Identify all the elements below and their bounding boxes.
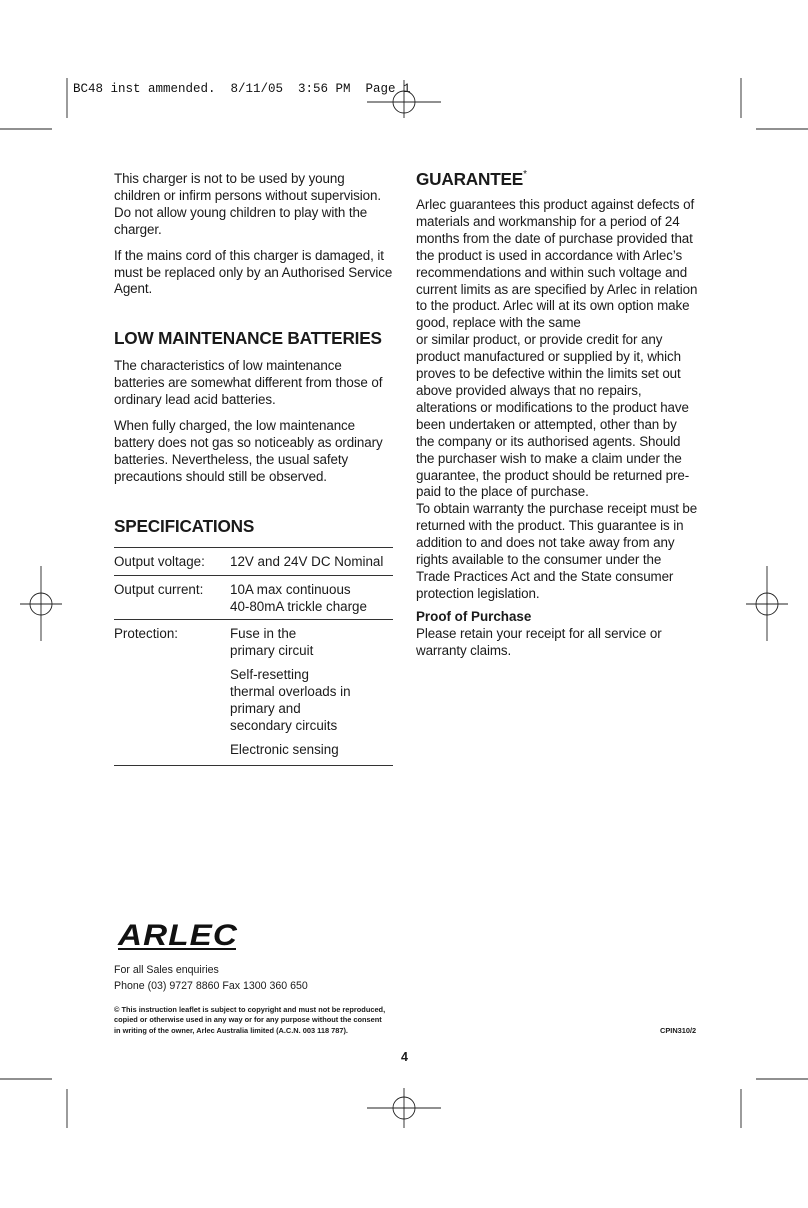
arlec-logo: [116, 918, 242, 952]
copyright-line: copied or otherwise used in any way or for any purpose without the consent: [114, 1015, 382, 1025]
spec-value-line: primary circuit: [230, 643, 314, 659]
spec-row-output-voltage: [114, 547, 393, 575]
spec-value: [230, 620, 393, 664]
copyright-line: © This instruction leaflet is subject to copyright and must not be reproduced,: [114, 1005, 386, 1014]
spec-row-protection-thermal: [114, 664, 393, 739]
guarantee-asterisk: *: [523, 169, 527, 180]
specifications-heading: SPECIFICATIONS: [114, 515, 255, 536]
spec-table-bottom-rule: [114, 765, 393, 766]
guarantee-heading: [416, 169, 698, 190]
spec-row-output-current: [114, 575, 393, 620]
safety-paragraph-mains-cord: If the mains cord of this charger is damaged, it must be replaced only by an Authorised Service Agent.: [114, 247, 393, 297]
spec-value-line: 12V and 24V DC Nominal: [230, 553, 384, 569]
spec-row-protection: [114, 620, 393, 664]
phone-fax-line: Phone (03) 9727 8860 Fax 1300 360 650: [114, 980, 308, 993]
registration-mark-top: [367, 80, 441, 118]
registration-mark-bottom: [367, 1088, 441, 1128]
low-maintenance-paragraph-1: The characteristics of low maintenance batteries are somewhat different from those of ordinary lead acid batteries.: [114, 358, 383, 408]
low-maintenance-paragraph-2: When fully charged, the low maintenance battery does not gas so noticeably as ordinary batteries. Nevertheless, the usual safety precautions should still be observed.: [114, 418, 383, 484]
left-column: [114, 171, 394, 766]
guarantee-paragraph-4: To obtain warranty the purchase receipt must be returned with the product. This guarantee is in addition to and does not take away from any rights available to the consumer under the Trade Practices Act and the State consumer protection legislation.: [416, 501, 698, 601]
right-column: [416, 169, 698, 668]
specifications-table: [114, 547, 393, 765]
spec-row-protection-electronic: [114, 739, 393, 765]
low-maintenance-heading: LOW MAINTENANCE BATTERIES: [114, 328, 382, 349]
spec-label: Protection:: [114, 620, 230, 664]
copyright-line: in writing of the owner, Arlec Australia limited (A.C.N. 003 118 787).: [114, 1025, 348, 1035]
spec-value-line: 10A max continuous: [230, 581, 351, 597]
spec-value: [230, 547, 393, 575]
guarantee-paragraph-1: Arlec guarantees this product against defects of materials and workmanship for a period of 24 months from the date of purchase provided that the product is used in accordance with Arlec’s recommendations and within such voltage and current limits as are specified by Arlec in relation to the product. Arlec will at its own option make good, replace with the same: [416, 197, 698, 331]
spec-value: [230, 575, 393, 620]
registration-mark-left: [20, 566, 62, 641]
spec-label: Output voltage:: [114, 547, 230, 575]
guarantee-paragraph-2: or similar product, or provide credit for any product manufactured or supplied by it, which proves to be defective within the limits set out above provided always that no repairs, alterations or modifications to the product have been undertaken or attempted, other than by: [416, 332, 689, 432]
proof-of-purchase-heading: Proof of Purchase: [416, 608, 532, 624]
safety-paragraph-children: This charger is not to be used by young children or infirm persons without supervision. Do not allow young children to play with the charger.: [114, 171, 381, 237]
spec-value-line: 40-80mA trickle charge: [230, 598, 367, 614]
spec-value: Self-resetting thermal overloads in primary and secondary circuits: [230, 667, 351, 733]
proof-of-purchase-text: Please retain your receipt for all service or warranty claims.: [416, 625, 662, 658]
arlec-logo-text: ARLEC: [116, 919, 239, 952]
sales-line: For all Sales enquiries: [114, 964, 219, 976]
page-number: 4: [401, 1050, 408, 1064]
document-code: CPIN310/2: [660, 1026, 697, 1035]
guarantee-paragraph-3: the company or its authorised agents. Should the purchaser wish to make a claim under the guarantee, the product should be returned pre-paid to the place of purchase.: [416, 433, 690, 500]
spec-label: Output current:: [114, 575, 230, 620]
sales-enquiries: [114, 962, 308, 994]
copyright-notice: [114, 1005, 385, 1036]
print-slug-line: BC48 inst ammended. 8/11/05 3:56 PM Page 1: [73, 82, 411, 96]
registration-mark-right: [746, 566, 788, 641]
spec-value: Electronic sensing: [230, 741, 339, 757]
guarantee-heading-text: GUARANTEE: [416, 169, 524, 189]
spec-value-line: Fuse in the: [230, 626, 297, 642]
